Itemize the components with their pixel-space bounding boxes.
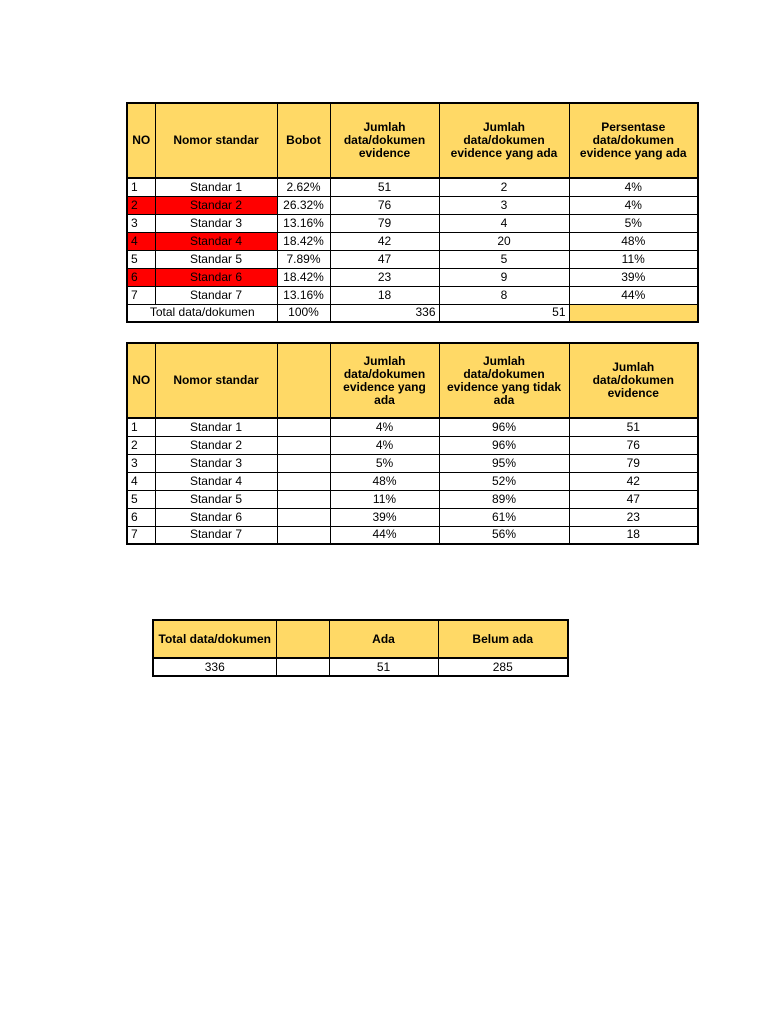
- cell-ada: 8: [439, 286, 569, 304]
- cell-no: 2: [127, 436, 155, 454]
- cell-persen: 5%: [569, 214, 698, 232]
- cell-ada: 2: [439, 178, 569, 196]
- total-label: Total data/dokumen: [127, 304, 277, 322]
- table-row: [127, 472, 698, 490]
- table-row: [127, 490, 698, 508]
- cell-tidak-ada: 89%: [439, 490, 569, 508]
- total-persen: [569, 304, 698, 322]
- cell-jumlah: 18: [330, 286, 439, 304]
- table-row: [127, 232, 698, 250]
- table-row: [153, 658, 568, 676]
- header-evidence-tidak-ada: Jumlah data/dokumen evidence yang tidak ada: [439, 343, 569, 418]
- table-row: [127, 508, 698, 526]
- table-row: [127, 196, 698, 214]
- cell-no: 7: [127, 286, 155, 304]
- cell-persen: 44%: [569, 286, 698, 304]
- cell-no: 5: [127, 490, 155, 508]
- cell-no: 1: [127, 178, 155, 196]
- cell-jumlah: 42: [330, 232, 439, 250]
- header-jumlah-evidence: Jumlah data/dokumen evidence: [330, 103, 439, 178]
- cell-ada: 48%: [330, 472, 439, 490]
- cell-jumlah: 47: [569, 490, 698, 508]
- cell-standar: Standar 5: [155, 250, 277, 268]
- cell-jumlah: 51: [569, 418, 698, 436]
- total-jumlah: 336: [330, 304, 439, 322]
- cell-blank: [277, 526, 330, 544]
- cell-bobot: 18.42%: [277, 232, 330, 250]
- cell-jumlah: 79: [330, 214, 439, 232]
- cell-blank: [277, 436, 330, 454]
- cell-jumlah: 76: [569, 436, 698, 454]
- cell-tidak-ada: 95%: [439, 454, 569, 472]
- cell-jumlah: 76: [330, 196, 439, 214]
- table-header-row: [127, 103, 698, 178]
- cell-ada: 44%: [330, 526, 439, 544]
- cell-belum-ada: 285: [438, 658, 568, 676]
- cell-no: 2: [127, 196, 155, 214]
- header-no: NO: [127, 103, 155, 178]
- header-bobot: Bobot: [277, 103, 330, 178]
- cell-no: 4: [127, 472, 155, 490]
- cell-blank: [277, 454, 330, 472]
- cell-standar: Standar 4: [155, 232, 277, 250]
- cell-jumlah: 23: [569, 508, 698, 526]
- cell-jumlah: 42: [569, 472, 698, 490]
- table-body: [127, 178, 698, 304]
- cell-no: 6: [127, 508, 155, 526]
- header-no: NO: [127, 343, 155, 418]
- cell-tidak-ada: 56%: [439, 526, 569, 544]
- evidence-weight-table: [126, 102, 699, 323]
- table-row: [127, 214, 698, 232]
- total-bobot: 100%: [277, 304, 330, 322]
- header-nomor-standar: Nomor standar: [155, 103, 277, 178]
- table-row: [127, 178, 698, 196]
- cell-persen: 4%: [569, 196, 698, 214]
- cell-standar: Standar 7: [155, 286, 277, 304]
- cell-ada: 3: [439, 196, 569, 214]
- cell-jumlah: 47: [330, 250, 439, 268]
- cell-standar: Standar 3: [155, 454, 277, 472]
- cell-ada: 5%: [330, 454, 439, 472]
- header-evidence-ada: Jumlah data/dokumen evidence yang ada: [330, 343, 439, 418]
- table-row: [127, 268, 698, 286]
- table-header-row: [153, 620, 568, 658]
- cell-persen: 4%: [569, 178, 698, 196]
- cell-no: 1: [127, 418, 155, 436]
- cell-bobot: 7.89%: [277, 250, 330, 268]
- header-jumlah-evidence: Jumlah data/dokumen evidence: [569, 343, 698, 418]
- cell-ada: 39%: [330, 508, 439, 526]
- cell-standar: Standar 1: [155, 418, 277, 436]
- table-body: [127, 418, 698, 544]
- cell-standar: Standar 2: [155, 436, 277, 454]
- evidence-availability-table: [126, 342, 699, 545]
- table-row: [127, 436, 698, 454]
- total-ada: 51: [439, 304, 569, 322]
- cell-tidak-ada: 96%: [439, 418, 569, 436]
- cell-bobot: 13.16%: [277, 286, 330, 304]
- cell-bobot: 18.42%: [277, 268, 330, 286]
- cell-bobot: 26.32%: [277, 196, 330, 214]
- header-nomor-standar: Nomor standar: [155, 343, 277, 418]
- cell-no: 6: [127, 268, 155, 286]
- cell-blank: [277, 472, 330, 490]
- cell-ada: 4%: [330, 418, 439, 436]
- cell-ada: 4%: [330, 436, 439, 454]
- cell-standar: Standar 3: [155, 214, 277, 232]
- cell-blank: [277, 490, 330, 508]
- cell-tidak-ada: 52%: [439, 472, 569, 490]
- cell-jumlah: 23: [330, 268, 439, 286]
- cell-persen: 39%: [569, 268, 698, 286]
- cell-no: 7: [127, 526, 155, 544]
- table-row: [127, 286, 698, 304]
- cell-no: 4: [127, 232, 155, 250]
- cell-total: 336: [153, 658, 276, 676]
- summary-table: [152, 619, 569, 677]
- cell-standar: Standar 5: [155, 490, 277, 508]
- cell-standar: Standar 4: [155, 472, 277, 490]
- header-total: Total data/dokumen: [153, 620, 276, 658]
- header-ada: Ada: [329, 620, 438, 658]
- cell-jumlah: 51: [330, 178, 439, 196]
- table-row: [127, 250, 698, 268]
- table-header-row: [127, 343, 698, 418]
- cell-no: 5: [127, 250, 155, 268]
- header-blank: [276, 620, 329, 658]
- cell-ada: 51: [329, 658, 438, 676]
- cell-no: 3: [127, 454, 155, 472]
- cell-blank: [276, 658, 329, 676]
- cell-ada: 9: [439, 268, 569, 286]
- header-blank: [277, 343, 330, 418]
- cell-blank: [277, 508, 330, 526]
- cell-blank: [277, 418, 330, 436]
- cell-ada: 11%: [330, 490, 439, 508]
- cell-persen: 11%: [569, 250, 698, 268]
- cell-jumlah: 18: [569, 526, 698, 544]
- cell-no: 3: [127, 214, 155, 232]
- cell-standar: Standar 2: [155, 196, 277, 214]
- table-row: [127, 526, 698, 544]
- cell-ada: 20: [439, 232, 569, 250]
- header-belum-ada: Belum ada: [438, 620, 568, 658]
- cell-tidak-ada: 96%: [439, 436, 569, 454]
- table-row: [127, 454, 698, 472]
- cell-ada: 5: [439, 250, 569, 268]
- table-row: [127, 418, 698, 436]
- header-persentase-evidence-ada: Persentase data/dokumen evidence yang ada: [569, 103, 698, 178]
- cell-standar: Standar 6: [155, 508, 277, 526]
- cell-bobot: 13.16%: [277, 214, 330, 232]
- cell-standar: Standar 6: [155, 268, 277, 286]
- cell-bobot: 2.62%: [277, 178, 330, 196]
- cell-ada: 4: [439, 214, 569, 232]
- cell-standar: Standar 1: [155, 178, 277, 196]
- cell-standar: Standar 7: [155, 526, 277, 544]
- cell-tidak-ada: 61%: [439, 508, 569, 526]
- cell-jumlah: 79: [569, 454, 698, 472]
- total-row: [127, 304, 698, 322]
- cell-persen: 48%: [569, 232, 698, 250]
- header-jumlah-evidence-ada: Jumlah data/dokumen evidence yang ada: [439, 103, 569, 178]
